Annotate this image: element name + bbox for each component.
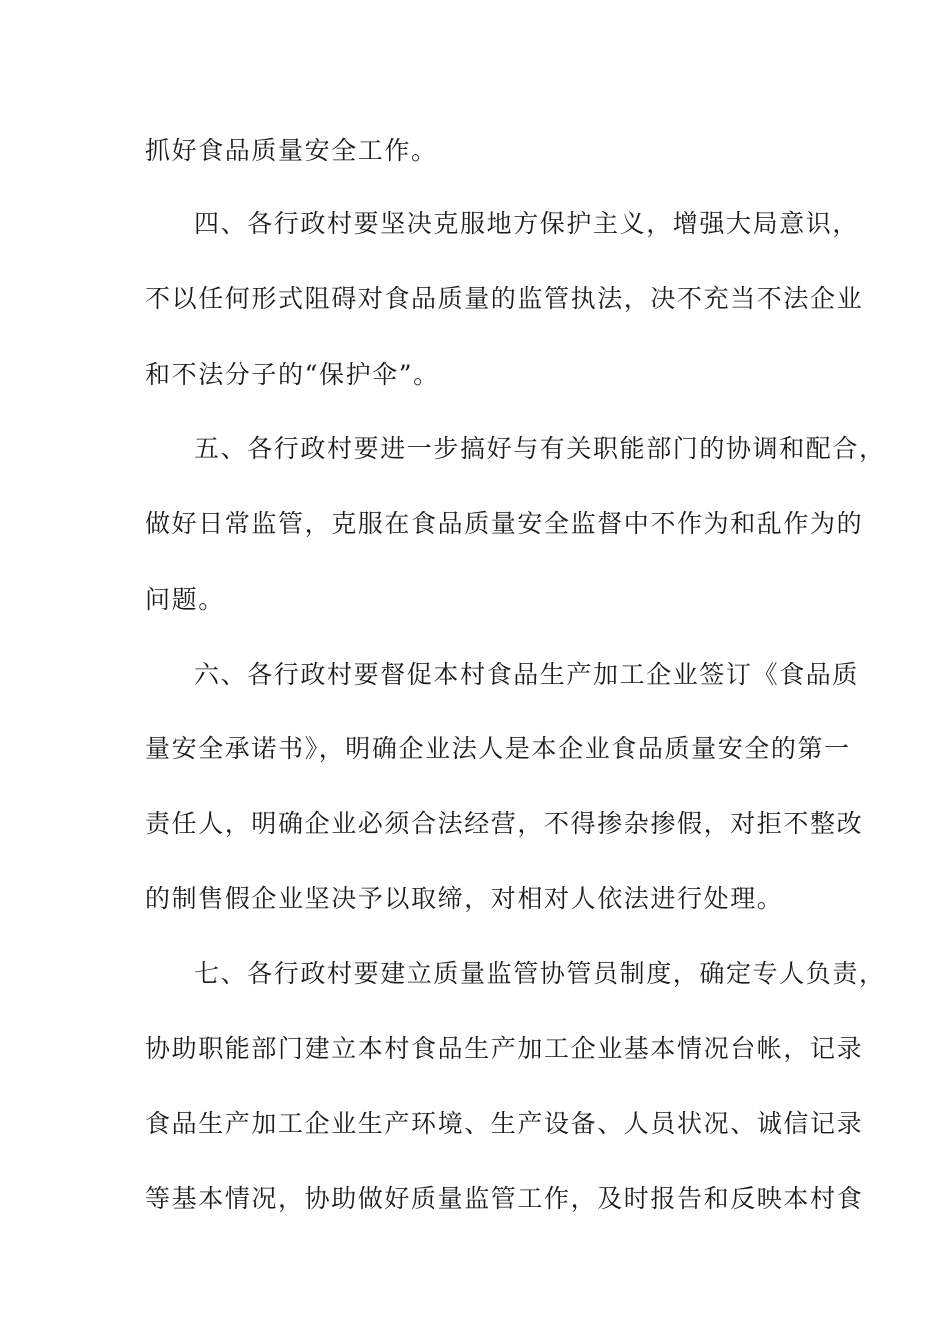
- text-line: 协助职能部门建立本村食品生产加工企业基本情况台帐，记录: [145, 1034, 864, 1063]
- text-line: 和不法分子的“保护伞”。: [145, 360, 440, 389]
- text-line: 四、各行政村要坚决克服地方保护主义，增强大局意识，: [194, 209, 860, 238]
- text-line: 做好日常监管，克服在食品质量安全监督中不作为和乱作为的: [145, 509, 864, 538]
- text-line: 抓好食品质量安全工作。: [145, 136, 438, 165]
- text-line: 量安全承诺书》，明确企业法人是本企业食品质量安全的第一: [145, 734, 851, 763]
- text-line: 六、各行政村要督促本村食品生产加工企业签订《食品质: [194, 660, 860, 689]
- text-line: 等基本情况，协助做好质量监管工作，及时报告和反映本村食: [145, 1184, 864, 1213]
- text-line: 不以任何形式阻碍对食品质量的监管执法，决不充当不法企业: [145, 284, 864, 313]
- text-line: 的制售假企业坚决予以取缔，对相对人依法进行处理。: [145, 884, 784, 913]
- text-line: 食品生产加工企业生产环境、生产设备、人员状况、诚信记录: [145, 1109, 864, 1138]
- text-line: 五、各行政村要进一步搞好与有关职能部门的协调和配合，: [194, 434, 886, 463]
- text-line: 责任人，明确企业必须合法经营，不得掺杂掺假，对拒不整改: [145, 809, 864, 838]
- text-line: 七、各行政村要建立质量监管协管员制度，确定专人负责，: [194, 959, 886, 988]
- text-line: 问题。: [145, 585, 225, 614]
